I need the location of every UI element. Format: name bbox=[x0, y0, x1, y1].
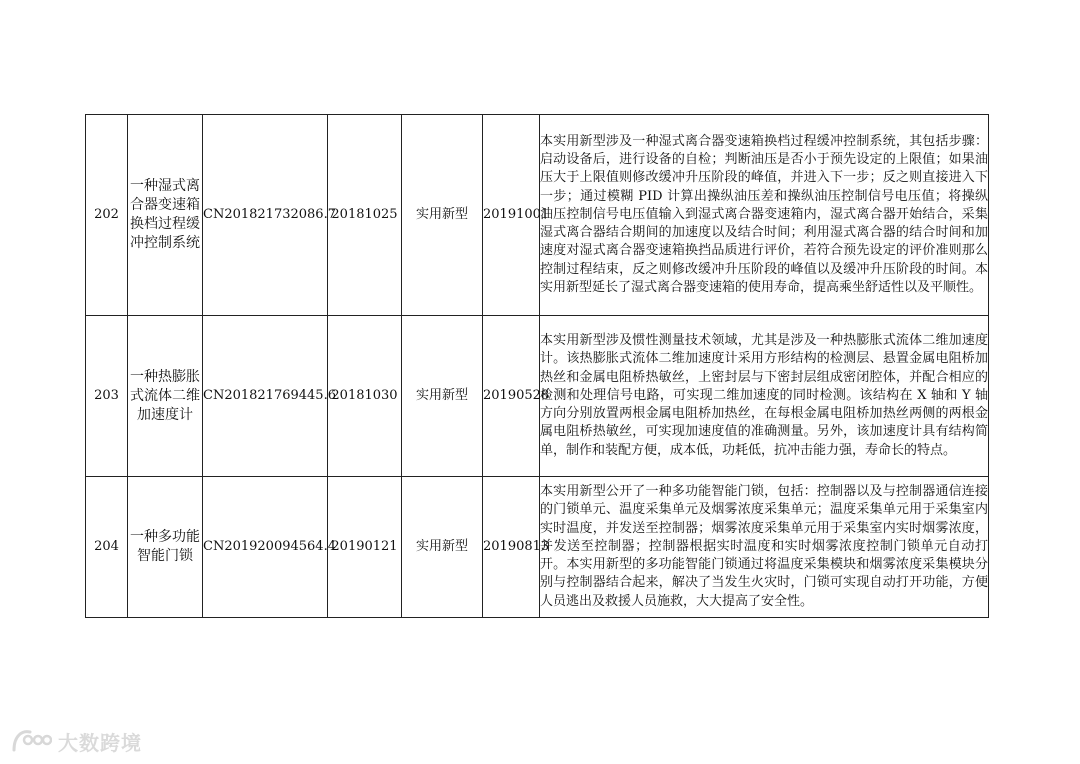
row-number: 204 bbox=[86, 477, 128, 618]
patent-name bbox=[128, 115, 203, 316]
table-row bbox=[86, 477, 989, 618]
patent-abstract: 本实用新型公开了一种多功能智能门锁，包括：控制器以及与控制器通信连接的门锁单元、温度采集单元及烟雾浓度采集单元；温度采集单元用于采集室内实时温度，并发送至控制器；烟雾浓度采集单元用于采集室内实时烟雾浓度，并发送至控制器；控制器根据实时温度和实时烟雾浓度控制门锁单元自动打开。本实用新型的多功能智能门锁通过将温度采集模块和烟雾浓度采集模块分别与控制器结合起来，解决了当发生火灾时，门锁可实现自动打开功能，方便人员逃出及救援人员施救，大大提高了安全性。 bbox=[540, 477, 989, 618]
application-number: CN201920094564.4 bbox=[203, 477, 328, 618]
patent-name-text: 一种湿式离合器变速箱换档过程缓冲控制系统 bbox=[130, 178, 200, 251]
patent-type: 实用新型 bbox=[402, 115, 483, 316]
watermark-text: 大数跨境 bbox=[58, 730, 142, 755]
publication-date: 20191001 bbox=[483, 115, 540, 316]
watermark bbox=[10, 726, 142, 756]
application-number: CN201821732086.7 bbox=[203, 115, 328, 316]
application-number: CN201821769445.6 bbox=[203, 316, 328, 477]
row-number: 203 bbox=[86, 316, 128, 477]
table-row bbox=[86, 316, 989, 477]
patent-type: 实用新型 bbox=[402, 477, 483, 618]
patent-name bbox=[128, 477, 203, 618]
table-row bbox=[86, 115, 989, 316]
patent-name-text: 一种热膨胀式流体二维加速度计 bbox=[130, 368, 200, 423]
patent-type: 实用新型 bbox=[402, 316, 483, 477]
application-date: 20190121 bbox=[328, 477, 402, 618]
publication-date: 20190528 bbox=[483, 316, 540, 477]
patent-name bbox=[128, 316, 203, 477]
publication-date: 20190813 bbox=[483, 477, 540, 618]
row-number: 202 bbox=[86, 115, 128, 316]
application-date: 20181030 bbox=[328, 316, 402, 477]
logo-icon bbox=[10, 726, 52, 756]
patent-name-text: 一种多功能智能门锁 bbox=[130, 529, 200, 564]
patent-abstract: 本实用新型涉及一种湿式离合器变速箱换档过程缓冲控制系统，其包括步骤：启动设备后，进行设备的自检；判断油压是否小于预先设定的上限值；如果油压大于上限值则修改缓冲升压阶段的峰值，并进入下一步；反之则直接进入下一步；通过模糊 PID 计算出操纵油压差和操纵油压控制信号电压值；将操纵油压控制信号电压值输入到湿式离合器变速箱内，湿式离合器开始结合，采集湿式离合器结合期间的加速度以及结合时间；利用湿式离合器的结合时间和加速度对湿式离合器变速箱换挡品质进行评价，若符合预先设定的评价准则那么控制过程结束，反之则修改缓冲升压阶段的峰值以及缓冲升压阶段的时间。本实用新型延长了湿式离合器变速箱的使用寿命，提高乘坐舒适性以及平顺性。 bbox=[540, 115, 989, 316]
patent-table bbox=[85, 114, 989, 618]
patent-abstract: 本实用新型涉及惯性测量技术领域，尤其是涉及一种热膨胀式流体二维加速度计。该热膨胀式流体二维加速度计采用方形结构的检测层、悬置金属电阻桥加热丝和金属电阻桥热敏丝，上密封层与下密封层组成密闭腔体，并配合相应的检测和处理信号电路，可实现二维加速度的同时检测。该结构在 X 轴和 Y 轴方向分别放置两根金属电阻桥加热丝，在每根金属电阻桥加热丝两侧的两根金属电阻桥热敏丝，可实现加速度值的准确测量。另外，该加速度计具有结构简单，制作和装配方便，成本低，功耗低，抗冲击能力强，寿命长的特点。 bbox=[540, 316, 989, 477]
application-date: 20181025 bbox=[328, 115, 402, 316]
